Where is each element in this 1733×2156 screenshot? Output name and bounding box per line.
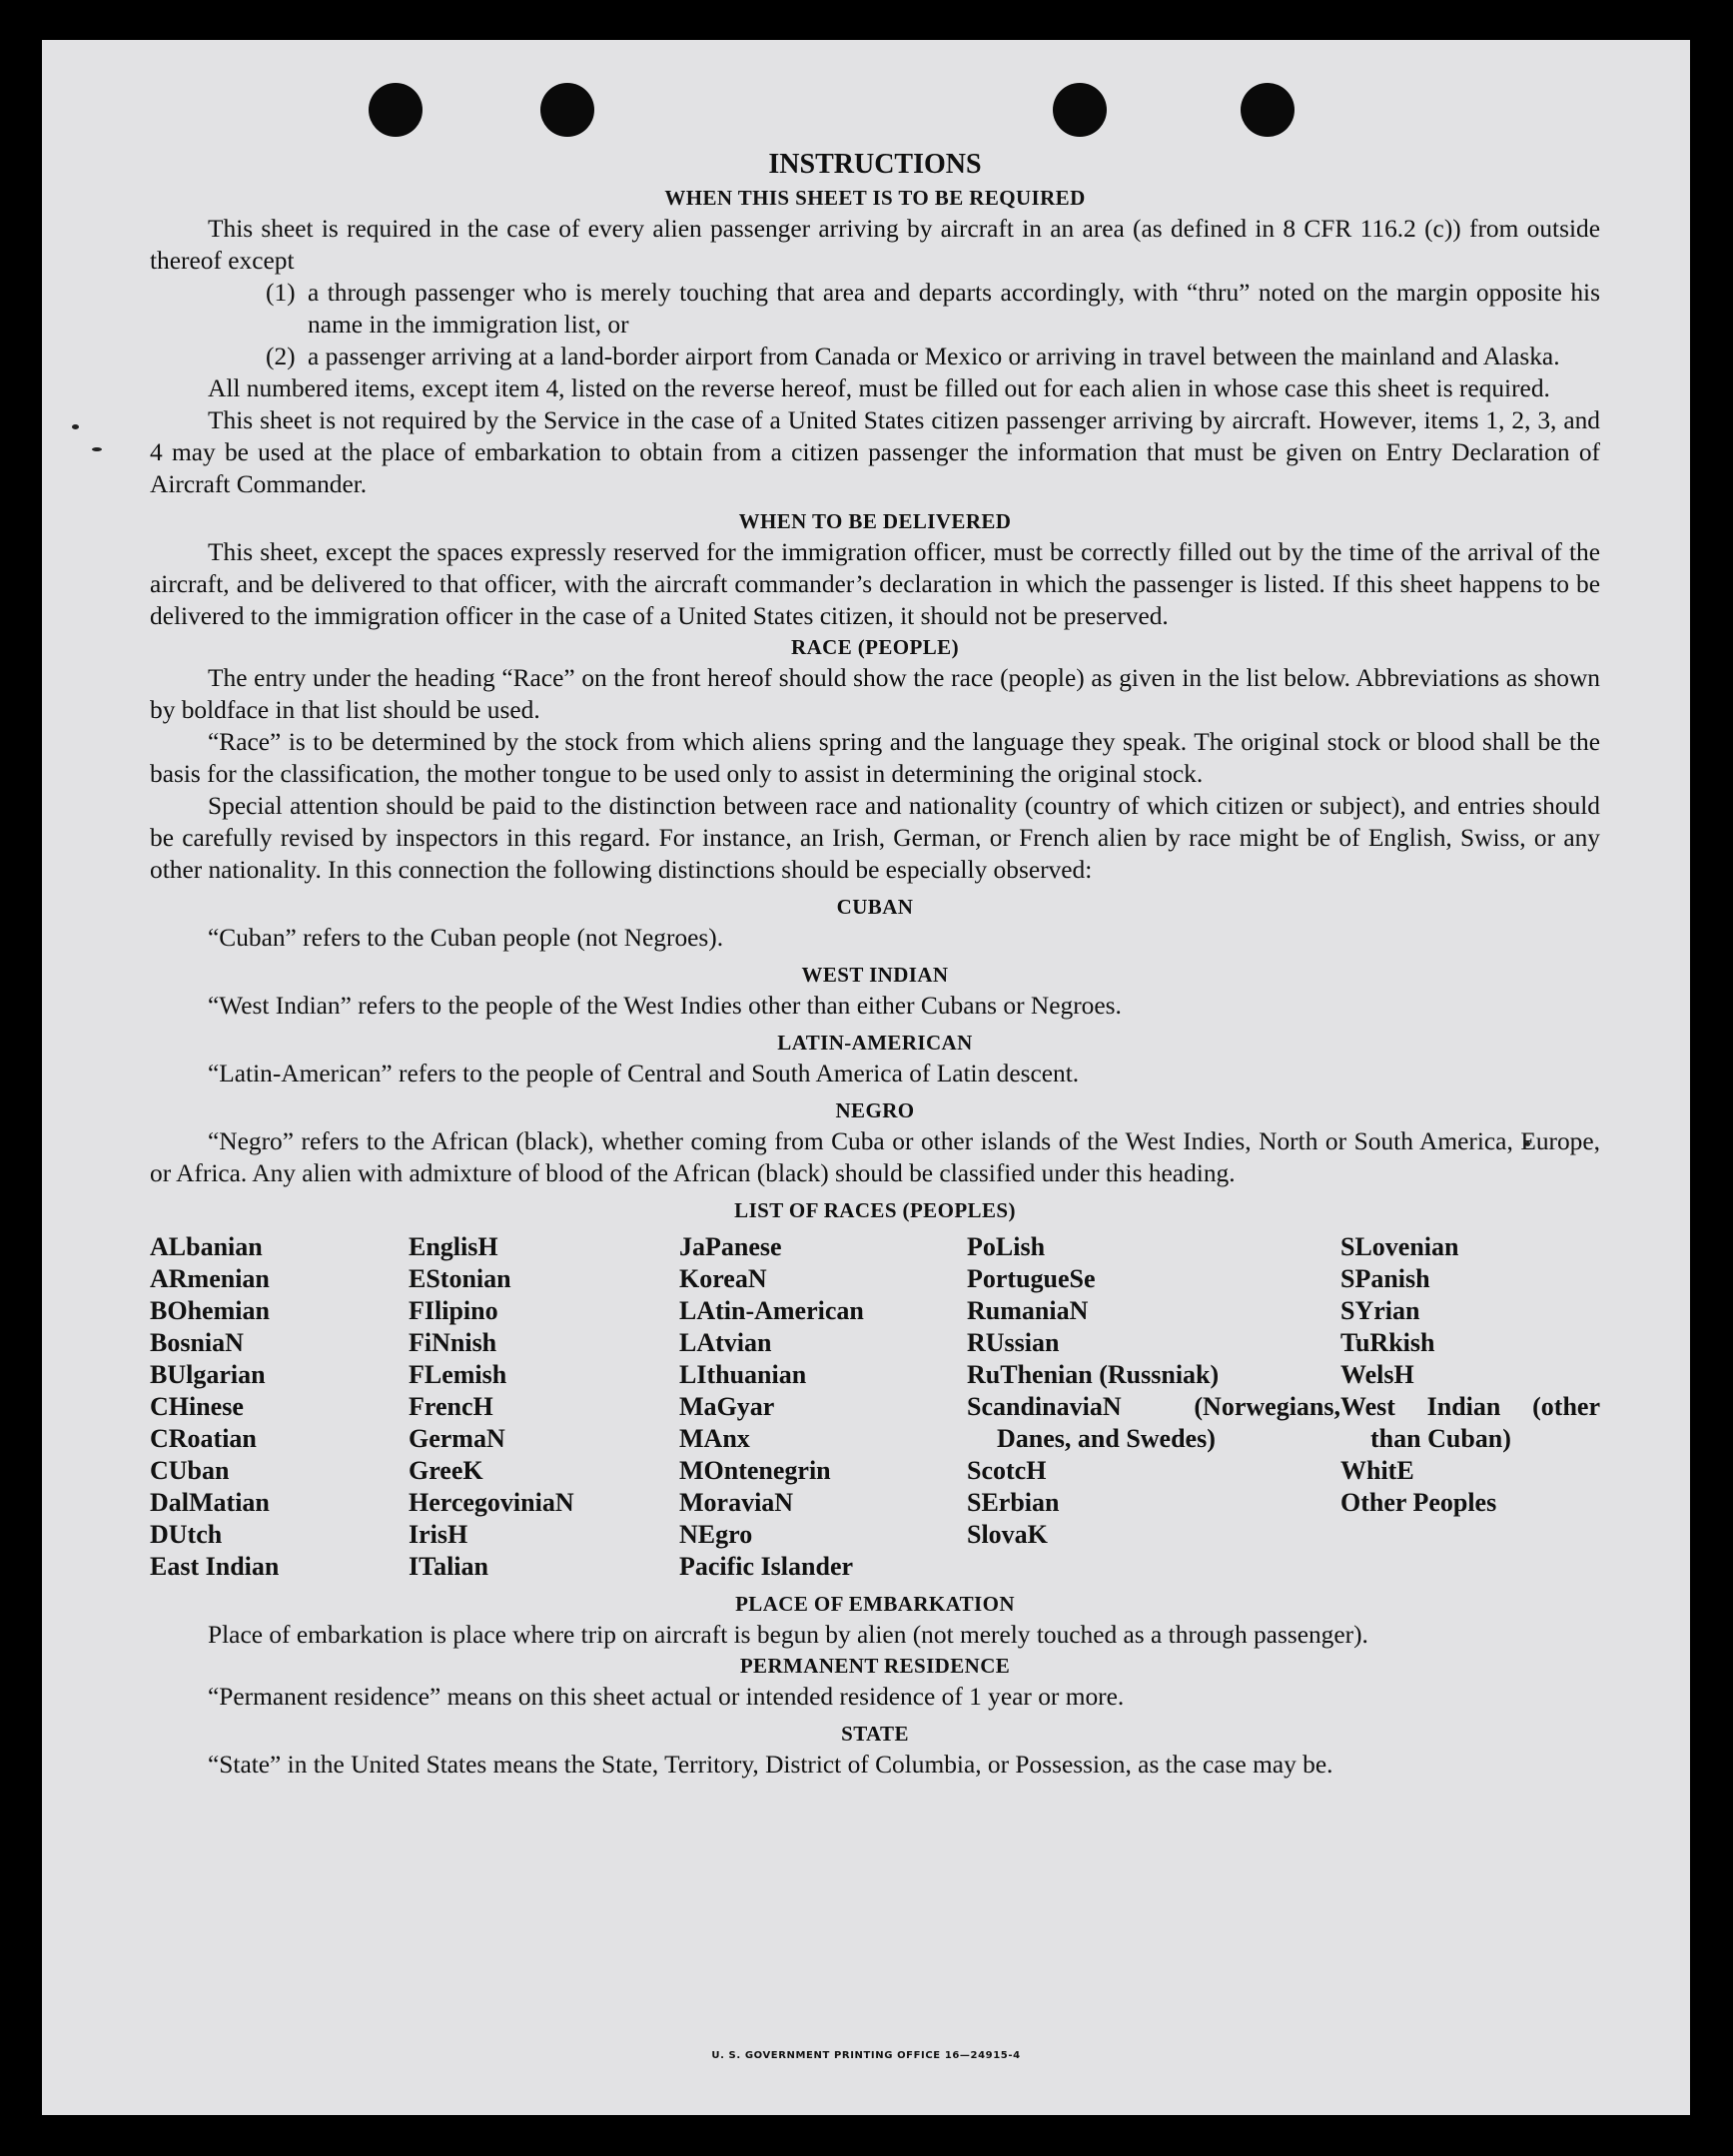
- race-item: West Indian (other than Cuban): [1340, 1392, 1600, 1453]
- page-title: INSTRUCTIONS: [768, 149, 982, 180]
- race-item: EStonian: [409, 1264, 511, 1293]
- race-item: SYrian: [1340, 1296, 1420, 1325]
- race-item: TuRkish: [1340, 1328, 1435, 1357]
- punch-hole: [540, 83, 594, 137]
- race-item: ScotcH: [967, 1456, 1047, 1485]
- race-item: PortugueSe: [967, 1264, 1096, 1293]
- ink-speck: [92, 447, 102, 451]
- race-item: CHinese: [150, 1392, 244, 1421]
- paragraph: The entry under the heading “Race” on the front hereof should show the race (people) as given in the list below. Abbreviations as shown by boldface in that list should be used.: [150, 664, 1600, 724]
- race-item: CUban: [150, 1456, 230, 1485]
- heading-place-of-embarkation: PLACE OF EMBARKATION: [735, 1592, 1015, 1616]
- race-item: BUlgarian: [150, 1360, 266, 1389]
- race-item: MAnx: [679, 1424, 750, 1453]
- race-column: [150, 1231, 409, 1583]
- race-column: [1340, 1231, 1600, 1583]
- race-item: FiNnish: [409, 1328, 497, 1357]
- item-number: (2): [266, 343, 296, 370]
- race-item: LAtvian: [679, 1328, 772, 1357]
- paragraph: “Cuban” refers to the Cuban people (not Negroes).: [208, 924, 724, 952]
- race-item: CRoatian: [150, 1424, 257, 1453]
- paragraph: “Race” is to be determined by the stock from which aliens spring and the language they speak. The original stock or blood shall be the basis for the classification, the mother tongue to be used only to assist in determining the original stock.: [150, 728, 1600, 788]
- race-item: MOntenegrin: [679, 1456, 831, 1485]
- race-item: ALbanian: [150, 1232, 263, 1261]
- heading-race: RACE (PEOPLE): [791, 635, 959, 659]
- race-item: ARmenian: [150, 1264, 270, 1293]
- paragraph: Place of embarkation is place where trip on aircraft is begun by alien (not merely touched as a through passenger).: [208, 1621, 1368, 1649]
- paragraph: This sheet, except the spaces expressly reserved for the immigration officer, must be correctly filled out by the time of the arrival of the aircraft, and be delivered to that officer, with the aircraft commander’s declaration in which the passenger is listed. If this sheet happens to be delivered to the immigration officer in the case of a United States citizen, it should not be preserved.: [150, 538, 1600, 630]
- race-list: [150, 1231, 1600, 1583]
- race-item: RuThenian (Russniak): [967, 1360, 1220, 1389]
- race-item: East Indian: [150, 1552, 280, 1581]
- paragraph: “State” in the United States means the State, Territory, District of Columbia, or Possession, as the case may be.: [208, 1751, 1333, 1779]
- race-item: SLovenian: [1340, 1232, 1459, 1261]
- race-item: GermaN: [409, 1424, 505, 1453]
- race-item: SErbian: [967, 1488, 1060, 1517]
- heading-latin-american: LATIN-AMERICAN: [777, 1031, 973, 1055]
- race-item: BOhemian: [150, 1296, 270, 1325]
- paragraph: Special attention should be paid to the distinction between race and nationality (country of which citizen or subject), and entries should be carefully revised by inspectors in this regard. For instance, an Irish, German, or French alien by race might be of English, Swiss, or any other nationality. In this connection the following distinctions should be especially observed:: [150, 792, 1600, 884]
- punch-hole: [1241, 83, 1295, 137]
- race-item: HercegoviniaN: [409, 1488, 574, 1517]
- item-text: a passenger arriving at a land-border airport from Canada or Mexico or arriving in travel between the mainland and Alaska.: [308, 343, 1560, 370]
- race-item: PoLish: [967, 1232, 1046, 1261]
- heading-west-indian: WEST INDIAN: [801, 963, 949, 987]
- race-item: FIlipino: [409, 1296, 498, 1325]
- punch-hole: [369, 83, 423, 137]
- heading-cuban: CUBAN: [836, 895, 914, 919]
- race-column: [967, 1231, 1340, 1583]
- race-item: MaGyar: [679, 1392, 775, 1421]
- race-item: KoreaN: [679, 1264, 767, 1293]
- race-item: NEgro: [679, 1520, 753, 1549]
- race-column: [679, 1231, 967, 1583]
- heading-list-of-races: LIST OF RACES (PEOPLES): [734, 1198, 1016, 1222]
- race-item: WelsH: [1340, 1360, 1414, 1389]
- heading-state: STATE: [841, 1722, 909, 1746]
- heading-when-required: WHEN THIS SHEET IS TO BE REQUIRED: [664, 186, 1086, 210]
- race-item: ScandinaviaN (Norwegians, Danes, and Swedes): [967, 1392, 1340, 1453]
- paragraph: This sheet is required in the case of every alien passenger arriving by aircraft in an area (as defined in 8 CFR 116.2 (c)) from outside thereof except: [150, 215, 1600, 275]
- race-item: MoraviaN: [679, 1488, 794, 1517]
- race-item: WhitE: [1340, 1456, 1414, 1485]
- race-item: FrencH: [409, 1392, 493, 1421]
- race-item: BosniaN: [150, 1328, 244, 1357]
- race-item: ITalian: [409, 1552, 488, 1581]
- paragraph: “Latin-American” refers to the people of Central and South America of Latin descent.: [208, 1060, 1080, 1087]
- race-item: RUssian: [967, 1328, 1060, 1357]
- race-item: RumaniaN: [967, 1296, 1089, 1325]
- punch-hole: [1053, 83, 1107, 137]
- item-number: (1): [266, 279, 296, 307]
- race-item: SlovaK: [967, 1520, 1048, 1549]
- exception-item: [150, 341, 1600, 372]
- race-item: JaPanese: [679, 1232, 782, 1261]
- printer-imprint: U. S. GOVERNMENT PRINTING OFFICE 16—24915-4: [711, 2050, 1021, 2061]
- race-item: GreeK: [409, 1456, 483, 1485]
- race-item: Other Peoples: [1340, 1488, 1497, 1517]
- ink-speck: [72, 424, 79, 429]
- heading-negro: NEGRO: [835, 1098, 915, 1122]
- heading-when-delivered: WHEN TO BE DELIVERED: [738, 509, 1012, 533]
- item-text: a through passenger who is merely touching that area and departs accordingly, with “thru” noted on the margin opposite his name in the immigration list, or: [308, 279, 1600, 339]
- race-item: SPanish: [1340, 1264, 1430, 1293]
- race-item: Pacific Islander: [679, 1552, 854, 1581]
- paragraph: This sheet is not required by the Service in the case of a United States citizen passenger arriving by aircraft. However, items 1, 2, 3, and 4 may be used at the place of embarkation to obtain from a citizen passenger the information that must be given on Entry Declaration of Aircraft Commander.: [150, 406, 1600, 498]
- race-item: IrisH: [409, 1520, 468, 1549]
- race-column: [409, 1231, 679, 1583]
- paragraph: “Permanent residence” means on this sheet actual or intended residence of 1 year or more.: [208, 1683, 1125, 1711]
- paragraph: “West Indian” refers to the people of the West Indies other than either Cubans or Negroes.: [208, 992, 1122, 1020]
- race-item: DalMatian: [150, 1488, 270, 1517]
- paragraph: “Negro” refers to the African (black), whether coming from Cuba or other islands of the West Indies, North or South America, Europe, or Africa. Any alien with admixture of blood of the African (black) should be classified under this heading.: [150, 1127, 1600, 1187]
- race-item: DUtch: [150, 1520, 223, 1549]
- heading-permanent-residence: PERMANENT RESIDENCE: [739, 1654, 1011, 1678]
- race-item: LAtin-American: [679, 1296, 864, 1325]
- instructions-body: [150, 147, 1600, 1781]
- paragraph: All numbered items, except item 4, listed on the reverse hereof, must be filled out for each alien in whose case this sheet is required.: [208, 374, 1550, 402]
- exception-item: [150, 277, 1600, 341]
- race-item: EnglisH: [409, 1232, 498, 1261]
- race-item: FLemish: [409, 1360, 507, 1389]
- document-page: [42, 40, 1690, 2115]
- race-item: LIthuanian: [679, 1360, 807, 1389]
